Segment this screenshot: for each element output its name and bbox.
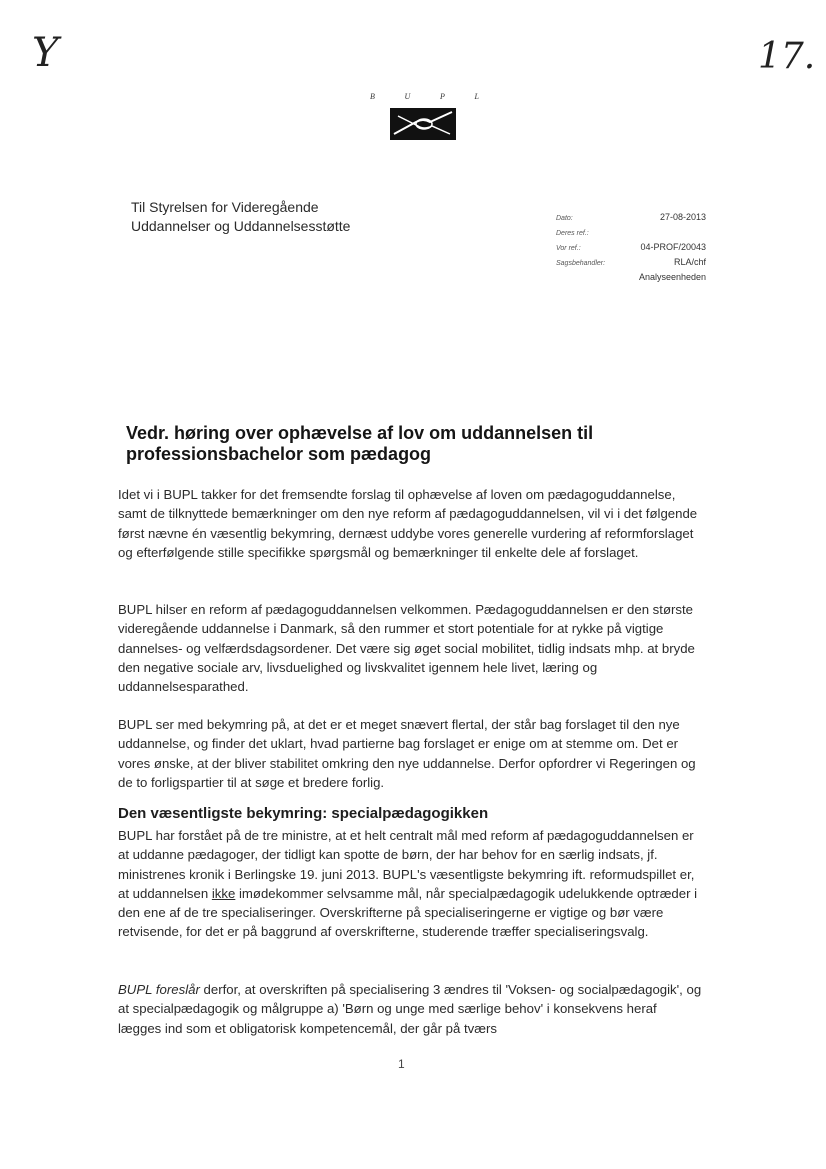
handwritten-mark: Y xyxy=(32,30,59,76)
paragraph-intro: Idet vi i BUPL takker for det fremsendte forslag til ophævelse af loven om pædagoguddannelse, samt de tilknyttede bemærkninger om den nye reform af pædagoguddannelsen, vil vi i det følgende først nævne én væsentlig bekymring, dernæst uddybe vores generelle vurdering af reformforslaget og efterfølgende stille specifikke spørgsmål og bemærkninger til enkelte dele af forslaget. xyxy=(118,487,698,560)
bupl-logo-icon xyxy=(390,108,456,140)
their-ref-label: Deres ref.: xyxy=(556,230,589,237)
logo-letter: P xyxy=(439,92,446,101)
date-value: 27-08-2013 xyxy=(659,212,706,222)
letter-title: Vedr. høring over ophævelse af lov om uddannelsen til professionsbachelor som pædagog xyxy=(126,423,594,464)
text-span: imødekommer selvsamme mål, når specialpædagogik udelukkende optræder i den ene af de tre specialiseringer. Overskrifterne på specialiseringerne er vigtige og bør være retvisende, for det er på baggrund af overskrifterne, studerende træffer specialiseringsvalg. xyxy=(118,885,698,940)
date-label: Dato: xyxy=(556,215,573,222)
letter-meta xyxy=(556,207,706,282)
recipient-line: Til Styrelsen for Videregående xyxy=(131,199,319,215)
paragraph-welcome: BUPL hilser en reform af pædagoguddannelsen velkommen. Pædagoguddannelsen er den største videregående uddannelse i Danmark, så den rummer et stort potentiale for at rykke på vigtige dannelses- og velfærdsdagsordener. Det være sig øget social mobilitet, tidlig indsats mhp. at bryde den negative sociale arv, livsduelighed og livskvalitet igennem hele livet, læring og uddannelsesparathed. xyxy=(118,602,695,695)
text-span: BUPL har forstået på de tre ministre, at et helt centralt mål med reform af pædagoguddannelsen er at uddanne pædagoger, der tidligt kan spotte de børn, der har behov for en særlig indsats, jf. ministrenes kronik i Berlingske 19. juni 2013. BUPL's væsentligste bekymring ift. reformudspillet er, at uddannelsen xyxy=(118,828,695,901)
text-span: derfor, at overskriften på specialisering 3 ændres til 'Voksen- og socialpædagogik', og at specialpædagogik og målgruppe a) 'Børn og unge med særlige behov' i konsekvens heraf lægges ind som et obligatorisk kompetencemål, der går på tværs xyxy=(118,982,702,1036)
logo-letter: L xyxy=(474,92,480,101)
department: Analyseenheden xyxy=(638,272,706,282)
paragraph-concern: BUPL ser med bekymring på, at det er et meget snævert flertal, der står bag forslaget til den nye uddannelse, og finder det uklart, hvad partierne bag forslaget er enige om at stemme om. Det er vores ønske, at der bliver stabilitet omkring den nye uddannelse. Derfor opfordrer vi Regeringen og de to forligspartier til at søge et bredere forlig. xyxy=(118,717,696,790)
case-handler-label: Sagsbehandler: xyxy=(556,260,606,267)
case-handler-value: RLA/chf xyxy=(673,257,706,267)
recipient-line: Uddannelser og Uddannelsesstøtte xyxy=(131,218,351,234)
logo-letter: B xyxy=(370,92,376,101)
paragraph-special-education xyxy=(118,826,703,942)
underlined-word: ikke xyxy=(211,885,236,901)
handwritten-page-number: 17. xyxy=(758,36,816,77)
recipient-address xyxy=(131,198,350,236)
page-number: 1 xyxy=(398,1057,405,1071)
italic-phrase: BUPL foreslår xyxy=(118,982,200,997)
our-ref-value: 04-PROF/20043 xyxy=(640,242,706,252)
logo-letters xyxy=(370,92,480,101)
paragraph-proposal xyxy=(118,980,703,1038)
section-heading: Den væsentligste bekymring: specialpædagogikken xyxy=(118,805,489,822)
our-ref-label: Vor ref.: xyxy=(556,245,581,252)
logo-letter: U xyxy=(404,92,412,101)
